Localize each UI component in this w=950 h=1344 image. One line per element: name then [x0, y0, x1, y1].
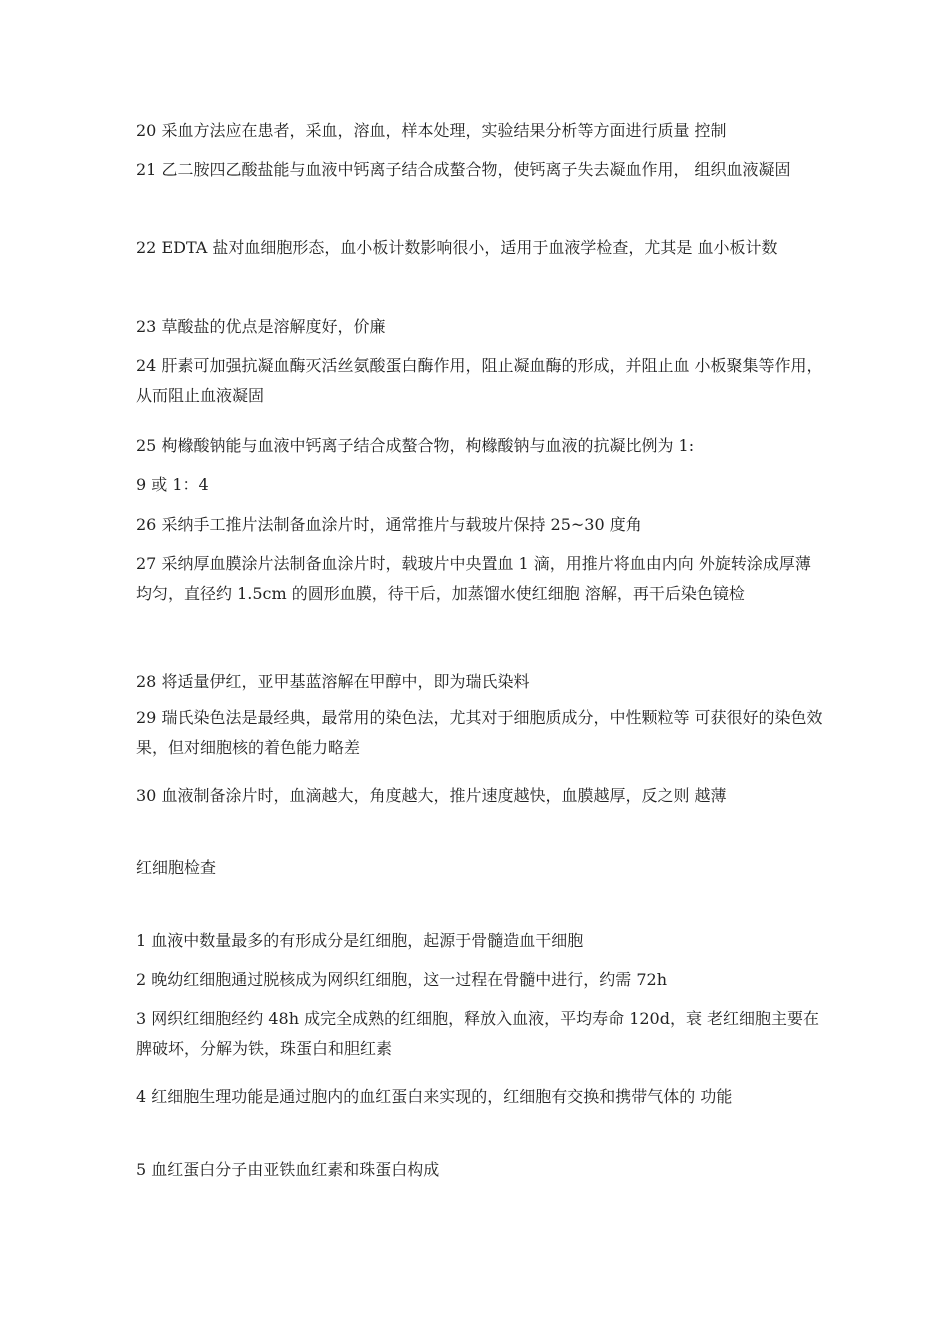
- list-item: 25 枸橼酸钠能与血液中钙离子结合成螯合物，枸橼酸钠与血液的抗凝比例为 1:: [136, 436, 695, 455]
- list-item: 29 瑞氏染色法是最经典，最常用的染色法，尤其对于细胞质成分，中性颗粒等 可获很好的染色效果，但对细胞核的着色能力略差: [136, 708, 823, 757]
- list-item: 22 EDTA 盐对血细胞形态，血小板计数影响很小，适用于血液学检查，尤其是 血小板计数: [136, 238, 778, 257]
- list-item: 30 血液制备涂片时，血滴越大，角度越大，推片速度越快，血膜越厚，反之则 越薄: [136, 786, 727, 805]
- list-item: 1 血液中数量最多的有形成分是红细胞，起源于骨髓造血干细胞: [136, 931, 584, 950]
- list-item: 28 将适量伊红，亚甲基蓝溶解在甲醇中，即为瑞氏染料: [136, 672, 530, 691]
- list-item: 20 采血方法应在患者，采血，溶血，样本处理，实验结果分析等方面进行质量 控制: [136, 121, 727, 140]
- list-item: 5 血红蛋白分子由亚铁血红素和珠蛋白构成: [136, 1160, 440, 1179]
- list-item: 26 采纳手工推片法制备血涂片时，通常推片与载玻片保持 25~30 度角: [136, 515, 642, 534]
- list-item: 21 乙二胺四乙酸盐能与血液中钙离子结合成螯合物，使钙离子失去凝血作用， 组织血液凝固: [136, 160, 791, 179]
- list-item: 27 采纳厚血膜涂片法制备血涂片时，载玻片中央置血 1 滴，用推片将血由内向 外旋转涂成厚薄均匀，直径约 1.5cm 的圆形血膜，待干后，加蒸馏水使红细胞 溶解，再干后染色镜检: [136, 554, 811, 603]
- list-item: 9 或 1：4: [136, 475, 209, 494]
- list-item: 23 草酸盐的优点是溶解度好，价廉: [136, 317, 386, 336]
- list-item: 3 网织红细胞经约 48h 成完全成熟的红细胞，释放入血液，平均寿命 120d，衰 老红细胞主要在脾破坏，分解为铁，珠蛋白和胆红素: [136, 1009, 820, 1058]
- list-item: 4 红细胞生理功能是通过胞内的血红蛋白来实现的，红细胞有交换和携带气体的 功能: [136, 1087, 733, 1106]
- list-item: 24 肝素可加强抗凝血酶灭活丝氨酸蛋白酶作用，阻止凝血酶的形成，并阻止血 小板聚集等作用，从而阻止血液凝固: [136, 356, 823, 405]
- section-heading: 红细胞检查: [136, 858, 217, 877]
- list-item: 2 晚幼红细胞通过脱核成为网织红细胞，这一过程在骨髓中进行，约需 72h: [136, 970, 668, 989]
